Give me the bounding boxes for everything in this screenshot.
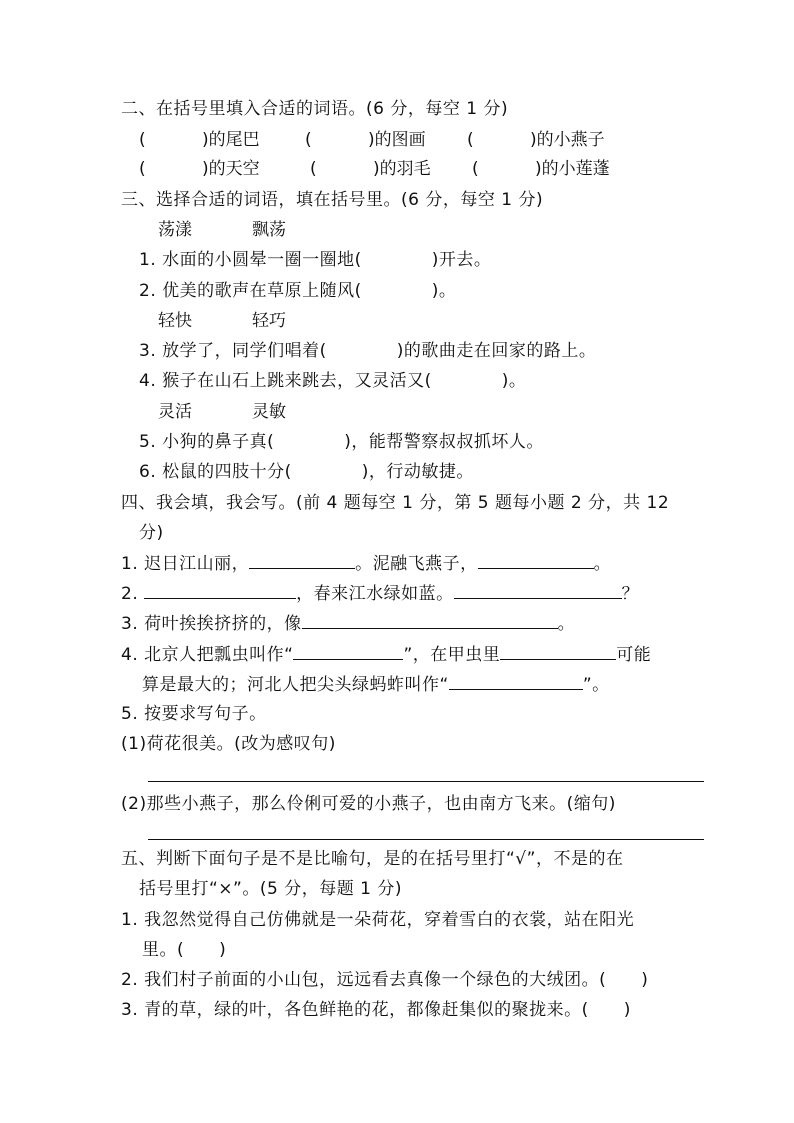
q-text: 我们村子前面的小山包，远远看去真像一个绿色的大绒团。( ) <box>144 970 649 990</box>
q-text: 。泥融飞燕子， <box>355 554 478 574</box>
section-4-heading-cont: 分) <box>139 523 164 543</box>
s2-r1-c1-close: )的尾巴 <box>202 130 260 150</box>
answer-blank[interactable] <box>454 582 622 599</box>
s4-q4-cont <box>142 673 610 696</box>
s2-r2-c1-close: )的天空 <box>202 159 260 179</box>
q-num: 2. <box>121 584 139 604</box>
s5-q1 <box>121 909 634 931</box>
word-option: 荡漾 <box>158 220 192 240</box>
q-num: 6. <box>139 462 157 482</box>
s4-sub1: (1)荷花很美。(改为感叹句) <box>121 734 336 754</box>
s4-q1 <box>121 552 611 575</box>
s4-q3 <box>121 612 575 635</box>
s5-q3 <box>121 999 631 1021</box>
answer-blank[interactable] <box>302 612 558 629</box>
answer-blank[interactable] <box>249 552 355 569</box>
q-num: 2. <box>139 281 157 301</box>
s2-r2-c2-close: )的羽毛 <box>373 159 431 179</box>
s2-r1-c3-open: ( <box>467 130 474 150</box>
s5-q2 <box>121 969 648 991</box>
q-pre: 放学了，同学们唱着( <box>162 341 327 361</box>
s5-q1-cont: 里。( ) <box>142 940 227 960</box>
answer-blank[interactable] <box>449 673 583 690</box>
answer-blank[interactable] <box>144 582 296 599</box>
q-post: )开去。 <box>431 250 492 270</box>
word-option: 灵敏 <box>252 402 286 422</box>
s3-q2 <box>139 280 456 302</box>
s3-q4 <box>139 370 526 392</box>
s4-q4 <box>121 643 651 666</box>
q-num: 4. <box>139 371 157 391</box>
q-post: )，能帮警察叔叔抓坏人。 <box>344 432 544 452</box>
q-num: 3. <box>139 341 157 361</box>
q-pre: 小狗的鼻子真( <box>162 432 275 452</box>
q-text: 。 <box>557 614 576 634</box>
s2-r2-c3-close: )的小莲蓬 <box>535 159 610 179</box>
q-num: 1. <box>139 250 157 270</box>
answer-line[interactable] <box>148 839 704 840</box>
q-post: )的歌曲走在回家的路上。 <box>396 341 597 361</box>
section-2-heading: 二、在括号里填入合适的词语。(6 分，每空 1 分) <box>121 99 509 119</box>
s4-sub2: (2)那些小燕子，那么伶俐可爱的小燕子，也由南方飞来。(缩句) <box>121 794 616 814</box>
q-num: 3. <box>121 1000 139 1020</box>
s3-q3 <box>139 340 596 362</box>
word-option: 轻巧 <box>252 311 286 331</box>
q-num: 5. <box>121 704 139 724</box>
q-pre: 优美的歌声在草原上随风( <box>162 281 362 301</box>
q-text: 我忽然觉得自己仿佛就是一朵荷花，穿着雪白的衣裳，站在阳光 <box>144 910 635 930</box>
s2-r2-c2-open: ( <box>310 159 317 179</box>
s2-r1-c2-close: )的图画 <box>368 130 426 150</box>
q-post: )。 <box>501 371 527 391</box>
q-num: 1. <box>121 554 139 574</box>
q-pre: 猴子在山石上跳来跳去，又灵活又( <box>162 371 432 391</box>
q-num: 5. <box>139 432 157 452</box>
answer-blank[interactable] <box>478 552 594 569</box>
q-text: 青的草，绿的叶，各色鲜艳的花，都像赶集似的聚拢来。( ) <box>144 1000 631 1020</box>
section-4-heading: 四、我会填，我会写。(前 4 题每空 1 分，第 5 题每小题 2 分，共 12 <box>121 493 670 513</box>
q-text: 按要求写句子。 <box>144 704 267 724</box>
q-text: 迟日江山丽， <box>144 554 250 574</box>
section-3-heading: 三、选择合适的词语，填在括号里。(6 分，每空 1 分) <box>121 190 544 210</box>
q-num: 4. <box>121 645 139 665</box>
s3-q6 <box>139 461 474 483</box>
q-text: 可能 <box>616 645 652 665</box>
q-text: ？ <box>621 584 640 604</box>
s2-r2-c3-open: ( <box>472 159 479 179</box>
q-text: ，春来江水绿如蓝。 <box>296 584 454 604</box>
q-pre: 松鼠的四肢十分( <box>162 462 292 482</box>
s2-r2-c1-open: ( <box>139 159 146 179</box>
section-5-heading-cont: 括号里打“×”。(5 分，每题 1 分) <box>139 879 402 899</box>
s4-q2 <box>121 582 639 605</box>
q-num: 2. <box>121 970 139 990</box>
q-text: 。 <box>593 554 612 574</box>
answer-blank[interactable] <box>293 643 403 660</box>
s3-q5 <box>139 431 544 453</box>
s2-r1-c2-open: ( <box>305 130 312 150</box>
s2-r1-c1-open: ( <box>139 130 146 150</box>
q-post: )，行动敏捷。 <box>361 462 474 482</box>
q-text: 北京人把瓢虫叫作“ <box>144 645 294 665</box>
q-num: 1. <box>121 910 139 930</box>
word-option: 灵活 <box>158 402 192 422</box>
s2-r1-c3-close: )的小燕子 <box>530 130 605 150</box>
q-text: ”，在甲虫里 <box>403 645 501 665</box>
s4-q5 <box>121 703 267 725</box>
q-text: 荷叶挨挨挤挤的，像 <box>144 614 302 634</box>
q-pre: 水面的小圆晕一圈一圈地( <box>162 250 362 270</box>
word-option: 飘荡 <box>252 220 286 240</box>
q-post: )。 <box>431 281 457 301</box>
q-num: 3. <box>121 614 139 634</box>
answer-blank[interactable] <box>500 643 616 660</box>
s3-q1 <box>139 249 491 271</box>
q-text: 算是最大的；河北人把尖头绿蚂蚱叫作“ <box>142 675 449 695</box>
answer-line[interactable] <box>148 781 704 782</box>
word-option: 轻快 <box>158 311 192 331</box>
section-5-heading: 五、判断下面句子是不是比喻句，是的在括号里打“√”，不是的在 <box>121 849 624 869</box>
q-text: ”。 <box>582 675 610 695</box>
